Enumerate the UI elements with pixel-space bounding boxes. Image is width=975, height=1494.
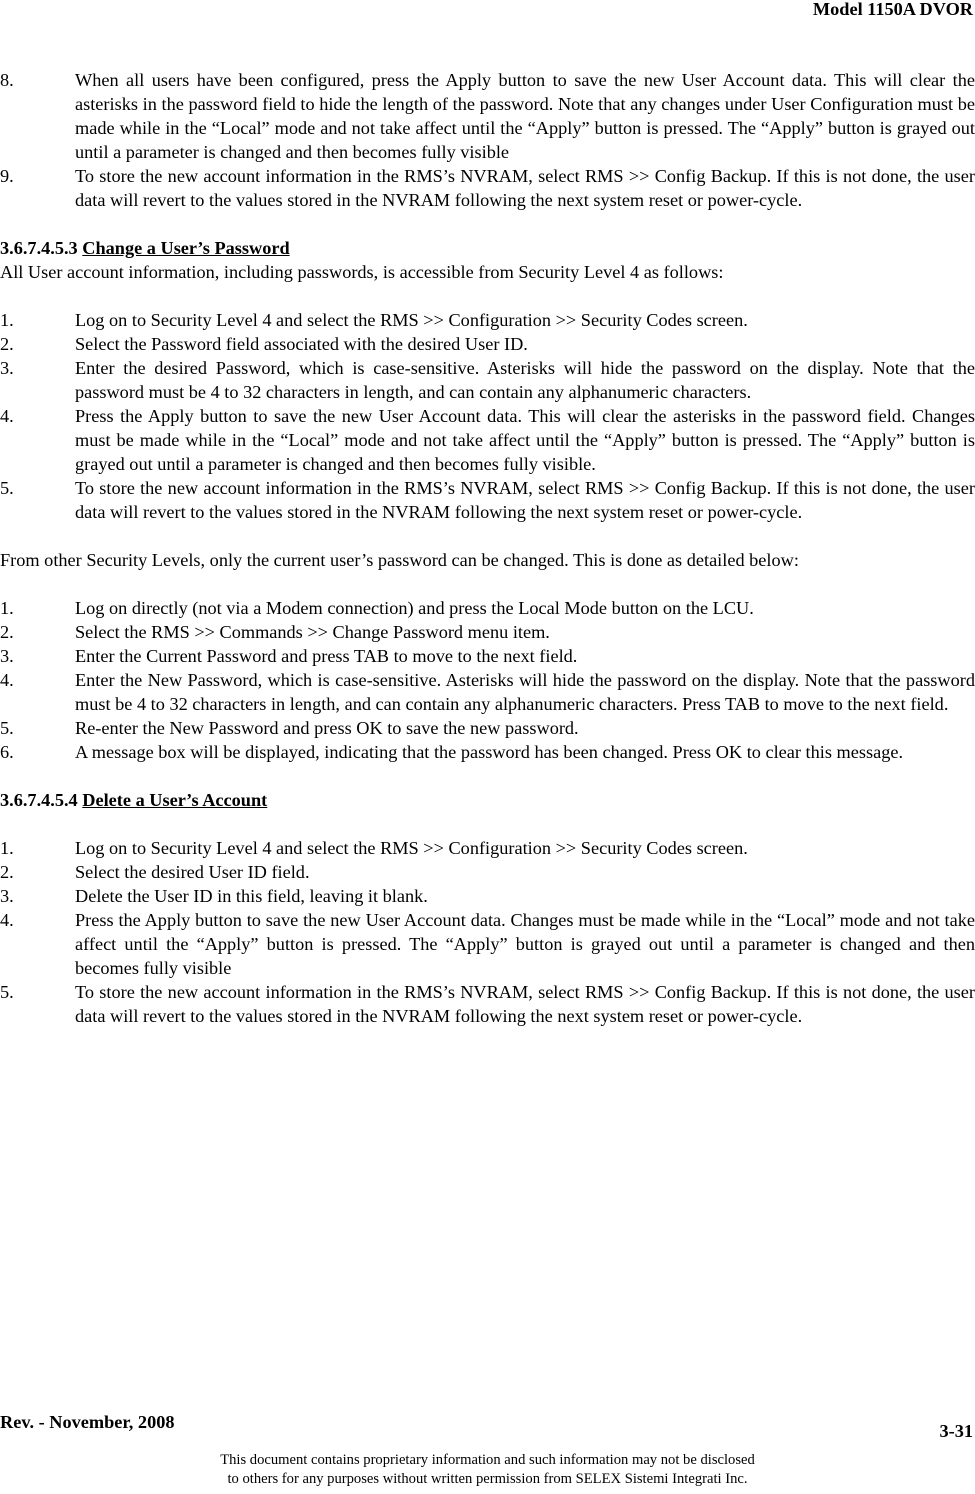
list-item-number: 2. — [0, 862, 14, 882]
list-item — [0, 308, 975, 332]
list-item — [0, 860, 975, 884]
list-item-text: Log on to Security Level 4 and select the RMS >> Configuration >> Security Codes screen. — [75, 310, 748, 330]
list-item — [0, 332, 975, 356]
document-body — [0, 68, 975, 1028]
list-item — [0, 884, 975, 908]
list-item-text: To store the new account information in the RMS’s NVRAM, select RMS >> Config Backup. If this is not done, the user data will revert to the values stored in the NVRAM following the next system reset or power-cycle. — [75, 166, 975, 210]
list-item-text: A message box will be displayed, indicating that the password has been changed. Press OK to clear this message. — [75, 742, 904, 762]
list-item-text: Press the Apply button to save the new User Account data. This will clear the asterisks in the password field. Changes must be made while in the “Local” mode and not take affect until the “Apply” button is pressed. The “Apply” button is grayed out until a parameter is changed and then becomes fully visible. — [75, 406, 975, 474]
list-item — [0, 620, 975, 644]
list-item — [0, 596, 975, 620]
list-item-number: 1. — [0, 310, 14, 330]
section-heading-delete-account — [0, 788, 975, 812]
revision-date: Rev. - November, 2008 — [0, 1412, 175, 1432]
section-number: 3.6.7.4.5.4 — [0, 790, 78, 810]
list-item-number: 4. — [0, 670, 14, 690]
list-item — [0, 404, 975, 476]
section-intro: All User account information, including passwords, is accessible from Security Level 4 as follows: — [0, 262, 724, 282]
proprietary-notice-line-1: This document contains proprietary information and such information may not be disclosed — [220, 1452, 755, 1468]
list-item-number: 3. — [0, 358, 14, 378]
section-heading-change-password — [0, 236, 975, 260]
list-item-number: 2. — [0, 334, 14, 354]
list-item-number: 4. — [0, 910, 14, 930]
section-title: Change a User’s Password — [82, 238, 290, 258]
list-item — [0, 908, 975, 980]
list-item-number: 9. — [0, 166, 14, 186]
other-levels-paragraph: From other Security Levels, only the current user’s password can be changed. This is done as detailed below: — [0, 550, 799, 570]
list-item-number: 4. — [0, 406, 14, 426]
list-item-number: 3. — [0, 646, 14, 666]
list-item-number: 6. — [0, 742, 14, 762]
proprietary-notice-line-2: to others for any purposes without written permission from SELEX Sistemi Integrati Inc. — [227, 1471, 748, 1487]
list-item — [0, 980, 975, 1028]
list-item — [0, 836, 975, 860]
list-item-number: 8. — [0, 70, 14, 90]
list-item-text: Select the RMS >> Commands >> Change Password menu item. — [75, 622, 550, 642]
list-item-text: Delete the User ID in this field, leaving it blank. — [75, 886, 428, 906]
page-number: 3-31 — [939, 1421, 973, 1441]
list-item — [0, 716, 975, 740]
list-item — [0, 644, 975, 668]
list-item — [0, 668, 975, 716]
list-item-text: Enter the desired Password, which is case-sensitive. Asterisks will hide the password on the display. Note that the password must be 4 to 32 characters in length, and can contain any alphanumeric characters. — [75, 358, 975, 402]
list-item-text: Select the Password field associated with the desired User ID. — [75, 334, 528, 354]
list-item-number: 5. — [0, 982, 14, 1002]
list-item-text: Log on directly (not via a Modem connection) and press the Local Mode button on the LCU. — [75, 598, 754, 618]
list-item-text: Log on to Security Level 4 and select the RMS >> Configuration >> Security Codes screen. — [75, 838, 748, 858]
list-item — [0, 68, 975, 164]
list-item-text: To store the new account information in the RMS’s NVRAM, select RMS >> Config Backup. If this is not done, the user data will revert to the values stored in the NVRAM following the next system reset or power-cycle. — [75, 982, 975, 1026]
document-header-title: Model 1150A DVOR — [812, 0, 973, 19]
list-item-number: 3. — [0, 886, 14, 906]
section-title: Delete a User’s Account — [82, 790, 268, 810]
list-item — [0, 740, 975, 764]
section-number: 3.6.7.4.5.3 — [0, 238, 78, 258]
list-item-text: Select the desired User ID field. — [75, 862, 310, 882]
list-item-text: Enter the New Password, which is case-sensitive. Asterisks will hide the password on the display. Note that the password must be 4 to 32 characters in length, and can contain any alphanumeric characters. Press TAB to move to the next field. — [75, 670, 975, 714]
list-item-text: Press the Apply button to save the new User Account data. Changes must be made while in the “Local” mode and not take affect until the “Apply” button is pressed. The “Apply” button is grayed out until a parameter is changed and then becomes fully visible — [75, 910, 975, 978]
list-item-number: 5. — [0, 478, 14, 498]
list-item — [0, 476, 975, 524]
list-item-text: Re-enter the New Password and press OK to save the new password. — [75, 718, 579, 738]
list-item-number: 1. — [0, 598, 14, 618]
list-item — [0, 164, 975, 212]
list-item — [0, 356, 975, 404]
list-item-number: 2. — [0, 622, 14, 642]
list-item-text: When all users have been configured, press the Apply button to save the new User Account data. This will clear the asterisks in the password field to hide the length of the password. Note that any changes under User Configuration must be made while in the “Local” mode and not take affect until the “Apply” button is pressed. The “Apply” button is grayed out until a parameter is changed and then becomes fully visible — [75, 70, 975, 162]
list-item-text: To store the new account information in the RMS’s NVRAM, select RMS >> Config Backup. If this is not done, the user data will revert to the values stored in the NVRAM following the next system reset or power-cycle. — [75, 478, 975, 522]
list-item-number: 5. — [0, 718, 14, 738]
list-item-number: 1. — [0, 838, 14, 858]
list-item-text: Enter the Current Password and press TAB to move to the next field. — [75, 646, 578, 666]
